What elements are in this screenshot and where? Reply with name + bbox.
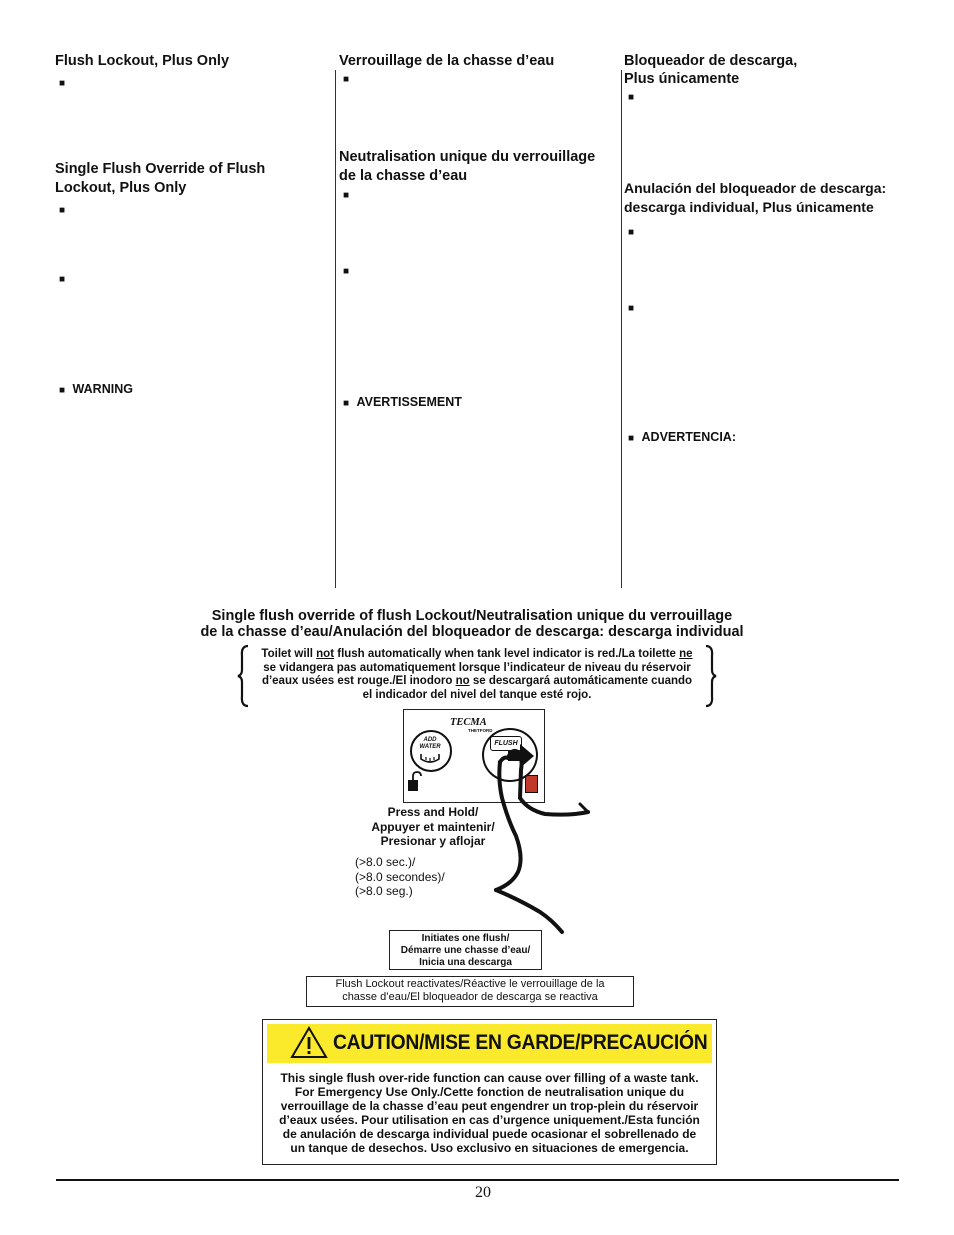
en-warning-bullet: ■ bbox=[59, 385, 66, 396]
lockout-reactivates-box bbox=[306, 976, 634, 1007]
es-heading-anulacion-line2: descarga individual, Plus únicamente bbox=[624, 199, 874, 215]
caution-line-5: de anulación de descarga individual puede ocasionar el sobrellenado de bbox=[282, 1127, 697, 1141]
panel-brand: TECMA bbox=[450, 717, 487, 728]
es-bullet-3: ■ bbox=[628, 303, 635, 314]
panel-brand-sub: THETFORD bbox=[468, 728, 493, 733]
reactivates-text bbox=[307, 978, 633, 1004]
note-l3b: no bbox=[455, 675, 470, 687]
reactivates-line-2: chasse d’eau/El bloqueador de descarga se reactiva bbox=[342, 991, 598, 1003]
fr-bullet-2: ■ bbox=[343, 190, 350, 201]
seconds-text bbox=[355, 855, 445, 899]
seconds-line-1: (>8.0 sec.)/ bbox=[355, 855, 416, 869]
diagram-title bbox=[170, 608, 774, 640]
flush-label: FLUSH bbox=[490, 736, 522, 751]
fr-warning-bullet: ■ bbox=[343, 398, 350, 409]
note-l3a: d’eaux usées est rouge./El inodoro bbox=[261, 675, 456, 687]
press-line-3: Presionar y aflojar bbox=[380, 834, 486, 848]
press-line-2: Appuyer et maintenir/ bbox=[371, 819, 495, 834]
page-number: 20 bbox=[475, 1184, 491, 1201]
note-l1a: Toilet will bbox=[261, 648, 317, 660]
initiates-text bbox=[390, 933, 541, 969]
fr-warning-label: AVERTISSEMENT bbox=[356, 395, 462, 409]
footer-rule bbox=[56, 1179, 899, 1181]
es-heading-bloqueador-line2: Plus únicamente bbox=[624, 71, 740, 87]
initiates-flush-box bbox=[389, 930, 542, 970]
column-divider-2 bbox=[621, 70, 622, 588]
diagram-title-line2: de la chasse d’eau/Anulación del bloqueador de descarga: descarga individual bbox=[200, 624, 744, 640]
es-warning bbox=[628, 430, 736, 445]
note-l4: el indicador del nivel del tanque esté rojo. bbox=[362, 688, 592, 701]
en-bullet-2: ■ bbox=[59, 205, 66, 216]
es-bullet-2: ■ bbox=[628, 227, 635, 238]
add-water-label bbox=[411, 737, 449, 751]
initiates-line-2: Démarre une chasse d’eau/ bbox=[400, 945, 531, 956]
en-heading-flush-lockout: Flush Lockout, Plus Only bbox=[55, 53, 230, 69]
es-heading-bloqueador-line1: Bloqueador de descarga, bbox=[624, 53, 798, 69]
fr-bullet-3: ■ bbox=[343, 266, 350, 277]
add-water-label-2: WATER bbox=[419, 744, 441, 750]
press-line-1: Press and Hold/ bbox=[387, 805, 479, 819]
add-water-label-1: ADD bbox=[423, 737, 437, 743]
seconds-line-3: (>8.0 seg.) bbox=[355, 884, 413, 898]
en-heading-single-flush-line2: Lockout, Plus Only bbox=[55, 180, 187, 196]
warning-triangle-icon bbox=[290, 1026, 328, 1059]
column-divider-1 bbox=[335, 70, 336, 588]
fr-heading-neutralisation-line1: Neutralisation unique du verrouillage bbox=[339, 149, 596, 165]
initiates-line-3: Inicia una descarga bbox=[419, 957, 512, 968]
unlock-icon bbox=[406, 771, 424, 793]
note-l1c: flush automatically when tank level indicator is red./La toilette bbox=[334, 648, 680, 660]
es-warning-bullet: ■ bbox=[628, 433, 635, 444]
en-heading-single-flush-line1: Single Flush Override of Flush bbox=[55, 161, 266, 177]
red-indicator-note bbox=[248, 648, 706, 702]
note-l2: se vidangera pas automatiquement lorsque l’indicateur de niveau du réservoir bbox=[263, 661, 691, 674]
en-bullet-1: ■ bbox=[59, 78, 66, 89]
caution-line-1: This single flush over-ride function can cause over filling of a waste tank. bbox=[280, 1071, 699, 1085]
caution-line-4: d’eaux usées. Pour utilisation en cas d’urgence uniquement./Esta función bbox=[279, 1113, 700, 1127]
reactivates-line-1: Flush Lockout reactivates/Réactive le verrouillage de la bbox=[335, 978, 605, 990]
diagram-title-line1: Single flush override of flush Lockout/Neutralisation unique du verrouillage bbox=[211, 608, 733, 624]
caution-body bbox=[267, 1071, 712, 1155]
en-warning bbox=[59, 382, 133, 397]
es-heading-anulacion-line1: Anulación del bloqueador de descarga: bbox=[624, 180, 887, 196]
seconds-line-2: (>8.0 secondes)/ bbox=[355, 869, 445, 884]
initiates-line-1: Initiates one flush/ bbox=[421, 933, 510, 944]
press-and-hold-text bbox=[348, 805, 518, 849]
caution-title: CAUTION/MISE EN GARDE/PRECAUCIÓN bbox=[333, 1031, 708, 1054]
fr-warning bbox=[343, 395, 462, 410]
note-l3c: se descargará automáticamente cuando bbox=[469, 675, 693, 687]
en-warning-label: WARNING bbox=[72, 382, 133, 396]
fr-heading-verrouillage: Verrouillage de la chasse d’eau bbox=[339, 53, 555, 69]
water-tap-icon bbox=[418, 751, 442, 765]
fr-heading-neutralisation-line2: de la chasse d’eau bbox=[339, 168, 468, 184]
caution-line-2: For Emergency Use Only./Cette fonction de neutralisation unique du bbox=[294, 1085, 685, 1099]
note-l1b: not bbox=[316, 648, 335, 660]
en-bullet-3: ■ bbox=[59, 274, 66, 285]
es-warning-label: ADVERTENCIA: bbox=[641, 430, 736, 444]
caution-line-3: verrouillage de la chasse d’eau peut engendrer un trop-plein du réservoir bbox=[280, 1099, 699, 1113]
right-brace-icon bbox=[704, 644, 718, 708]
caution-line-6: un tanque de desechos. Uso exclusivo en situaciones de emergencia. bbox=[290, 1141, 689, 1155]
caution-box bbox=[262, 1019, 717, 1165]
fr-bullet-1: ■ bbox=[343, 74, 350, 85]
note-l1d: ne bbox=[679, 648, 693, 660]
es-bullet-1: ■ bbox=[628, 92, 635, 103]
